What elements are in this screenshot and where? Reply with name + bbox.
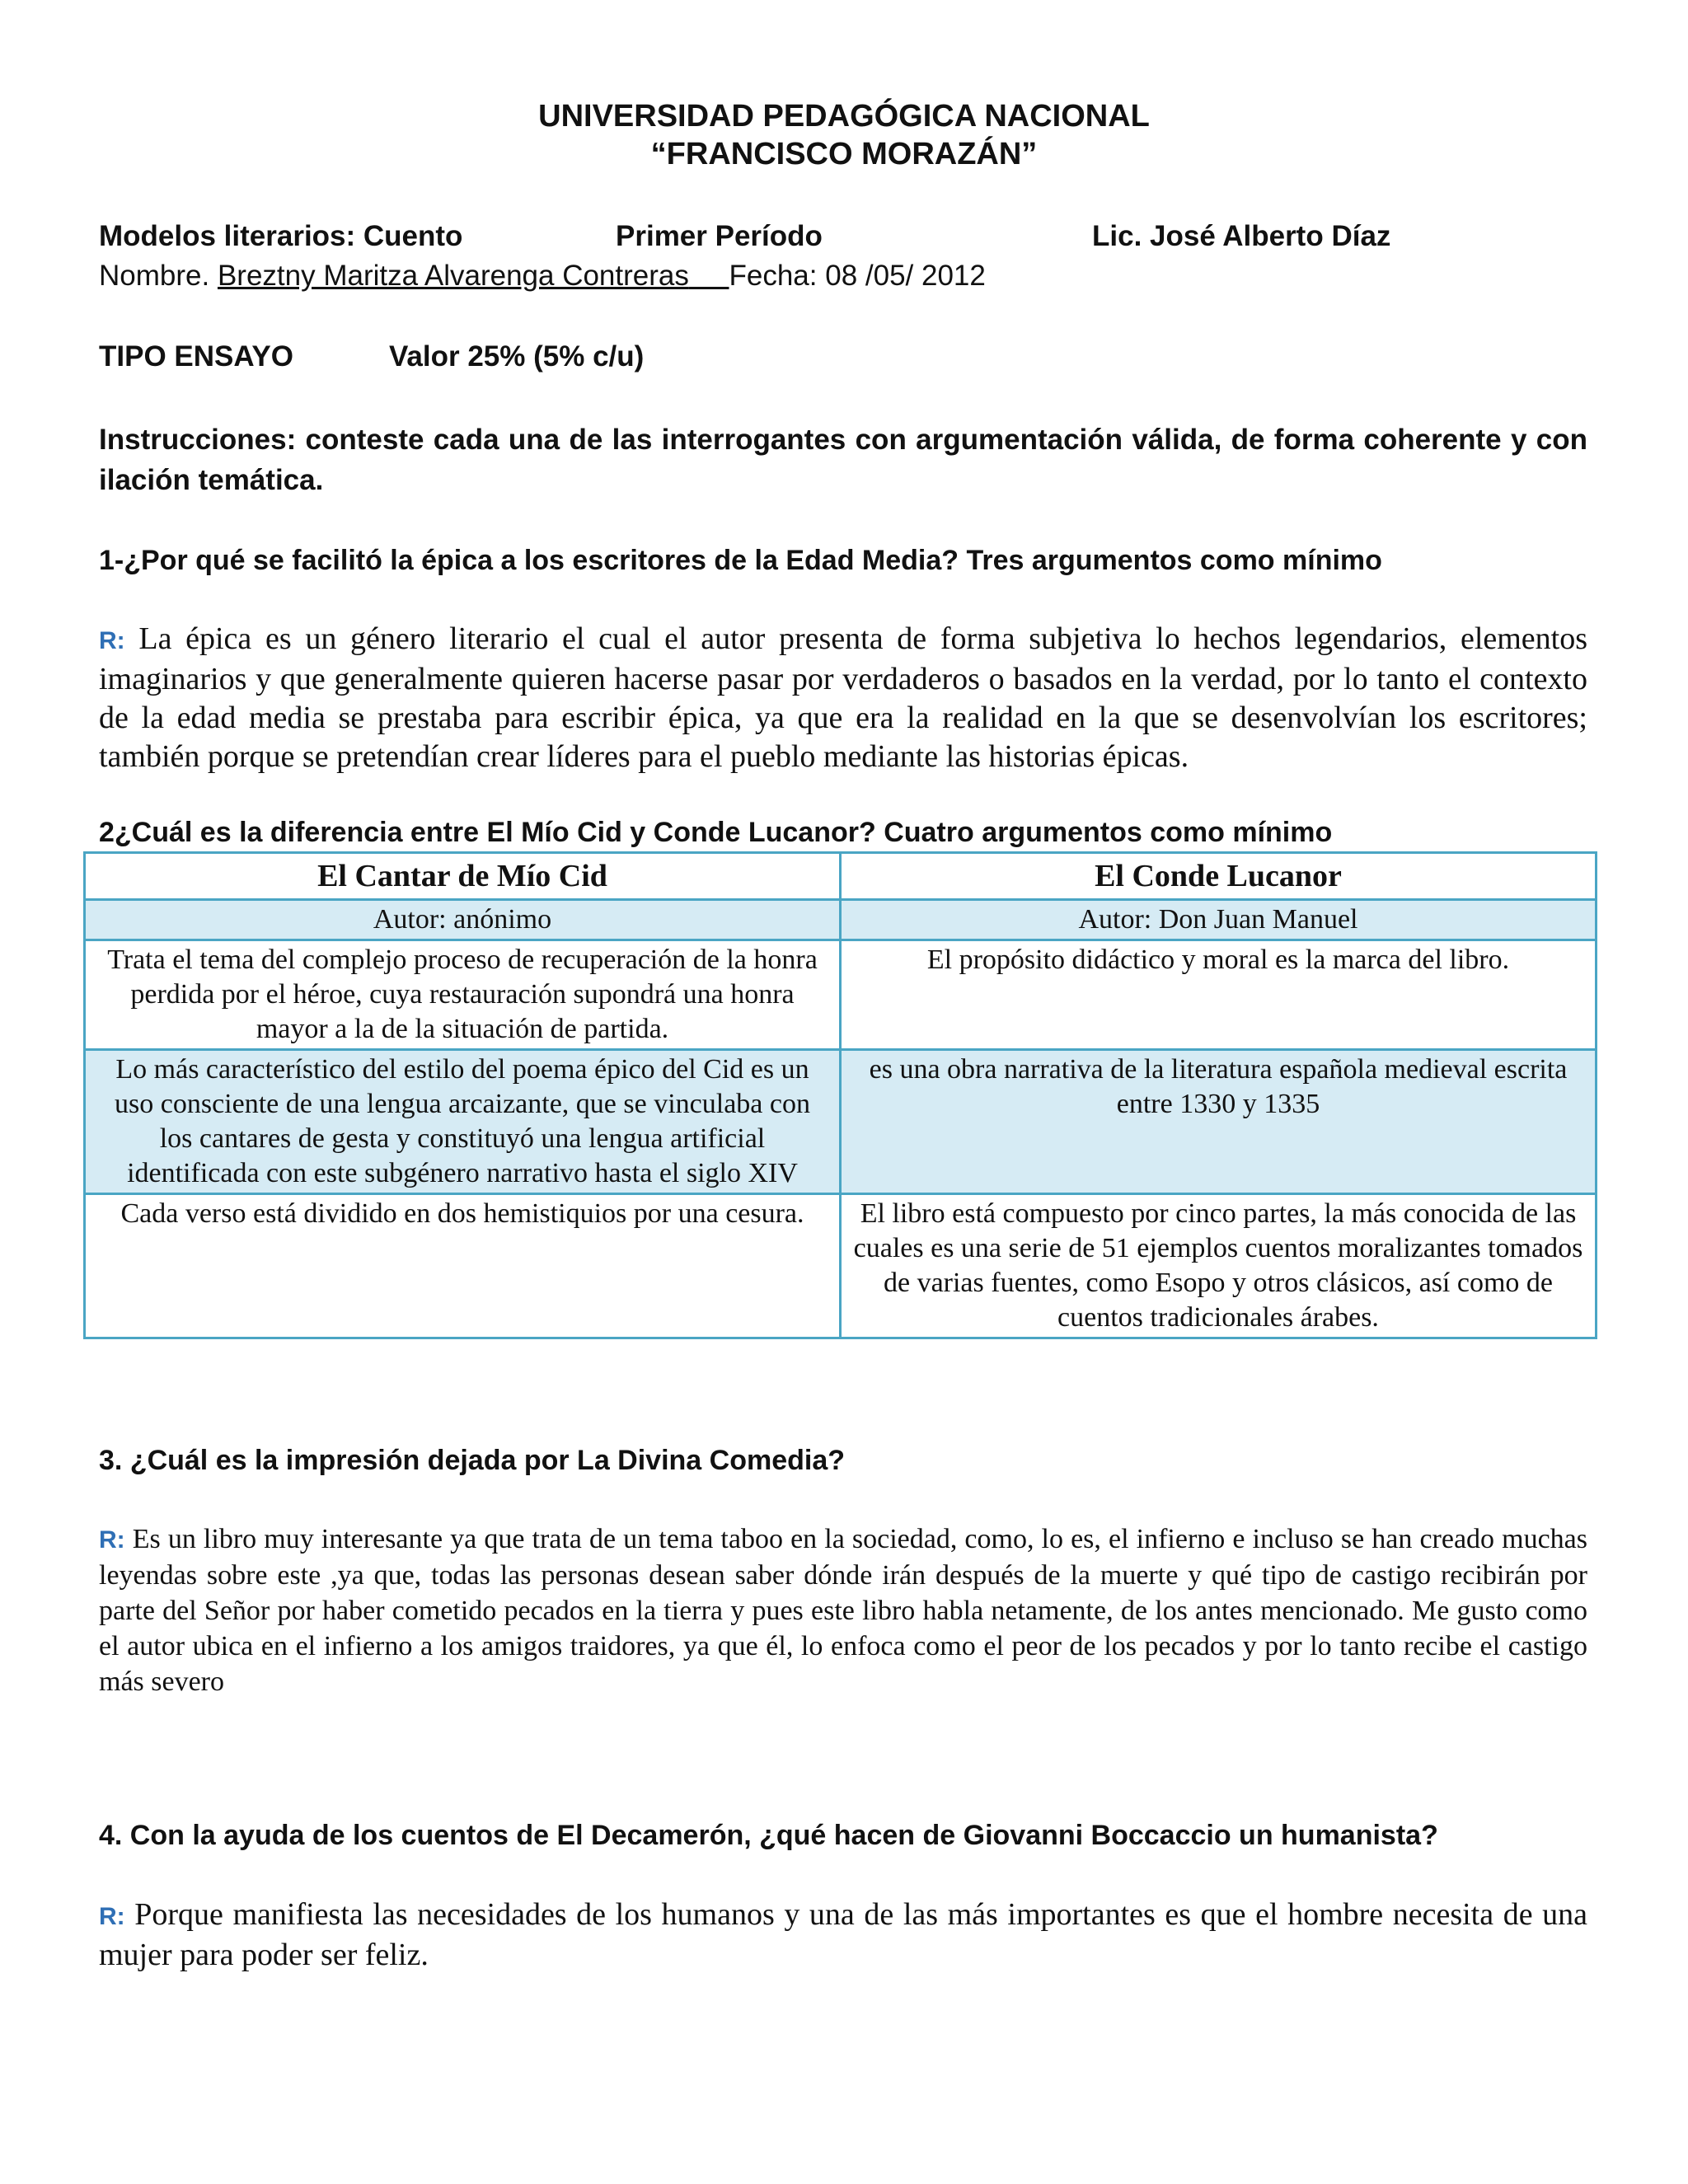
question-3: 3. ¿Cuál es la impresión dejada por La Divina Comedia?: [99, 1445, 846, 1476]
question-1: 1-¿Por qué se facilitó la épica a los escritores de la Edad Media? Tres argumentos como mínimo: [99, 545, 1382, 576]
table-cell: Autor: anónimo: [85, 900, 841, 940]
table-row: [85, 1194, 1597, 1338]
instructions: Instrucciones: conteste cada una de las interrogantes con argumentación válida, de forma coherente y con ilación temática.: [99, 424, 1587, 496]
table-cell: Lo más característico del estilo del poema épico del Cid es un uso consciente de una lengua arcaizante, que se vinculaba con los cantares de gesta y constituyó una lengua artificial identificada con este subgénero narrativo hasta el siglo XIV: [85, 1050, 841, 1194]
answer-1-text: La épica es un género literario el cual el autor presenta de forma subjetiva lo hechos legendarios, elementos imaginarios y que generalmente quieren hacerse pasar por verdaderos o basados en la verdad, por lo tanto el contexto de la edad media se prestaba para escribir épica, ya que era la realidad en la que se desenvolvían los escritores; también porque se pretendían crear líderes para el pueblo mediante las historias épicas.: [99, 621, 1588, 774]
answer-4: [99, 1896, 1587, 1975]
university-title: UNIVERSIDAD PEDAGÓGICA NACIONAL: [538, 99, 1150, 134]
answer-3-text: Es un libro muy interesante ya que trata de un tema taboo en la sociedad, como, lo es, el infierno e incluso se han creado muchas leyendas sobre este ,ya que, todas las personas desean saber dónde irán después de la muerte y qué tipo de castigo recibirán por parte del Señor por haber cometido pecados en la tierra y pues este libro habla netamente, de los antes mencionado. Me gusto como el autor ubica en el infierno a los amigos traidores, ya que él, lo enfoca como el peor de los pecados y por lo tanto recibe el castigo más severo: [99, 1524, 1587, 1697]
student-name: Breztny Maritza Alvarenga Contreras: [217, 260, 689, 292]
table-cell: Cada verso está dividido en dos hemistiquios por una cesura.: [85, 1194, 841, 1338]
answer-label: R:: [99, 627, 125, 654]
student-line: [99, 258, 986, 294]
answer-label: R:: [99, 1526, 125, 1554]
answer-3: [99, 1521, 1587, 1699]
table-cell: Autor: Don Juan Manuel: [841, 900, 1597, 940]
course-name: Modelos literarios: Cuento: [99, 220, 463, 252]
table-header-row: [85, 853, 1597, 900]
comparison-table: [83, 851, 1597, 1339]
teacher-name: Lic. José Alberto Díaz: [1092, 220, 1391, 252]
answer-4-text: Porque manifiesta las necesidades de los humanos y una de las más importantes es que el hombre necesita de una mujer para poder ser feliz.: [99, 1897, 1588, 1972]
table-row: [85, 1050, 1597, 1194]
university-subtitle: “FRANCISCO MORAZÁN”: [650, 137, 1038, 171]
table-cell: El libro está compuesto por cinco partes, la más conocida de las cuales es una serie de 51 ejemplos cuentos moralizantes tomados de varias fuentes, como Esopo y otros clásicos, así como de cuentos tradicionales árabes.: [841, 1194, 1597, 1338]
name-label: Nombre.: [99, 260, 210, 292]
table-cell: Trata el tema del complejo proceso de recuperación de la honra perdida por el héroe, cuya restauración supondrá una honra mayor a la de la situación de partida.: [85, 940, 841, 1050]
exam-type: TIPO ENSAYO: [99, 340, 293, 373]
period: Primer Período: [616, 220, 823, 252]
table-header-cell: El Cantar de Mío Cid: [85, 853, 841, 900]
table-cell: El propósito didáctico y moral es la marca del libro.: [841, 940, 1597, 1050]
answer-label: R:: [99, 1903, 125, 1930]
table-row: [85, 940, 1597, 1050]
question-2: 2¿Cuál es la diferencia entre El Mío Cid y Conde Lucanor? Cuatro argumentos como mínimo: [99, 817, 1333, 848]
question-4: 4. Con la ayuda de los cuentos de El Decamerón, ¿qué hacen de Giovanni Boccaccio un humanista?: [99, 1820, 1438, 1851]
date-label: Fecha: 08 /05/ 2012: [729, 260, 986, 292]
table-row: [85, 900, 1597, 940]
exam-value: Valor 25% (5% c/u): [389, 340, 645, 373]
table-cell: es una obra narrativa de la literatura española medieval escrita entre 1330 y 1335: [841, 1050, 1597, 1194]
answer-1: [99, 620, 1587, 776]
table-header-cell: El Conde Lucanor: [841, 853, 1597, 900]
